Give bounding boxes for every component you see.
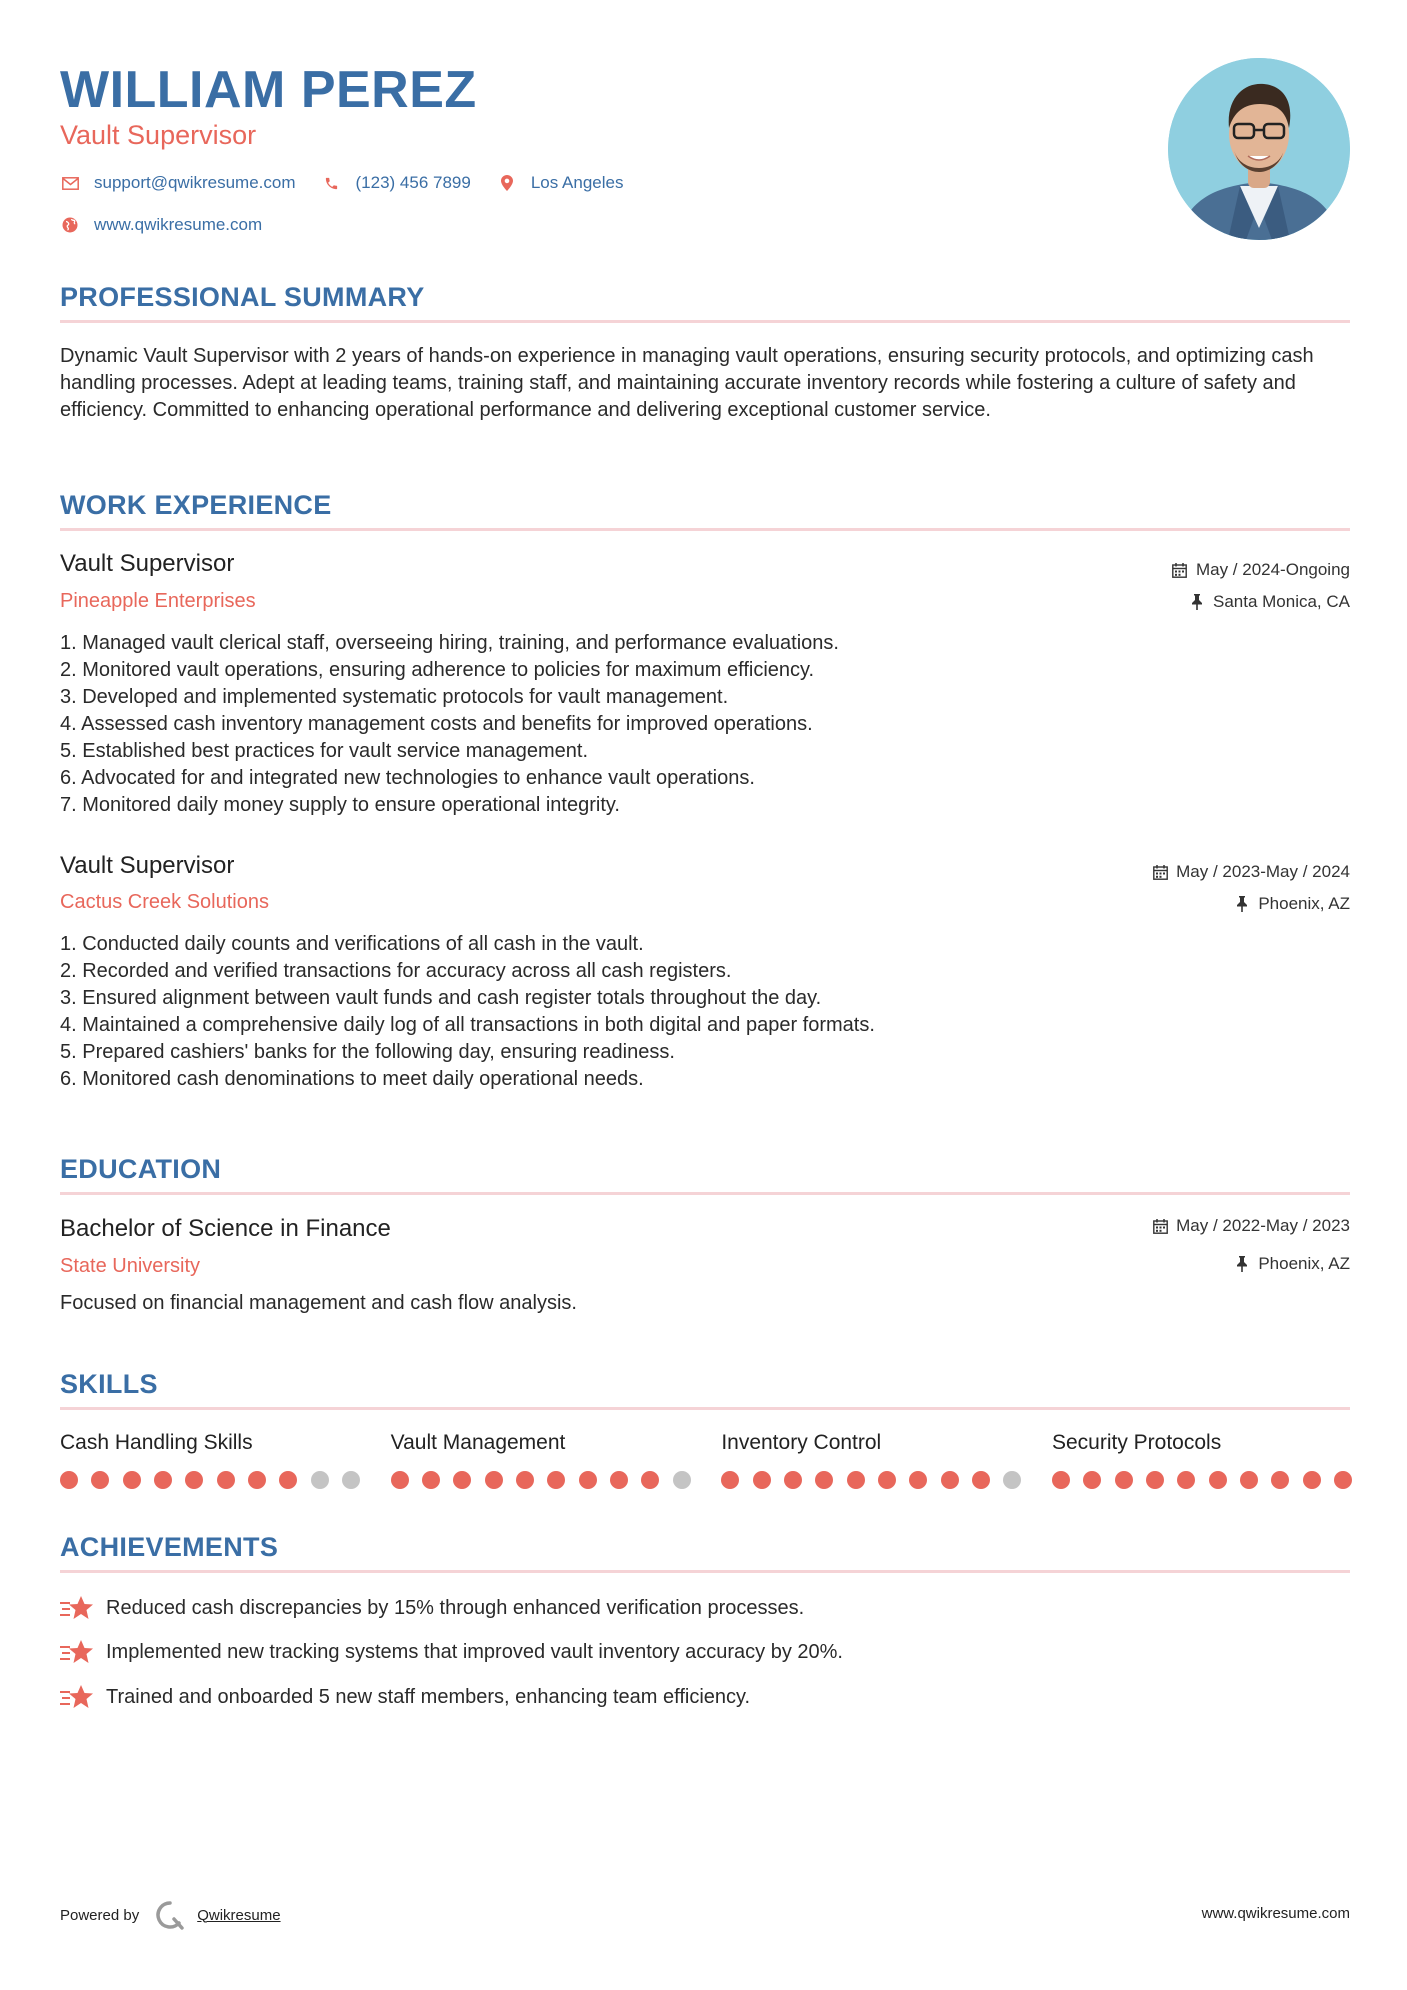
mail-icon <box>60 173 80 193</box>
job-bullets <box>60 931 1260 1093</box>
bullet-item: 4. Assessed cash inventory management costs and benefits for improved operations. <box>60 713 813 735</box>
skill-dot-filled <box>909 1471 927 1489</box>
skill-rating <box>391 1471 691 1489</box>
skill-dot-empty <box>673 1471 691 1489</box>
bullet-item: 2. Recorded and verified transactions for accuracy across all cash registers. <box>60 960 732 982</box>
job-location <box>1189 591 1350 613</box>
skill-item <box>1052 1429 1352 1489</box>
job-dates-text: May / 2023-May / 2024 <box>1176 862 1350 881</box>
job-location <box>1234 893 1350 915</box>
degree-title: Bachelor of Science in Finance <box>60 1215 391 1242</box>
skill-dot-filled <box>485 1471 503 1489</box>
skill-name: Security Protocols <box>1051 1431 1222 1454</box>
skill-item <box>391 1429 691 1489</box>
skill-name: Inventory Control <box>721 1431 882 1454</box>
skill-dot-filled <box>753 1471 771 1489</box>
bullet-item: 5. Prepared cashiers' banks for the following day, ensuring readiness. <box>60 1041 675 1063</box>
footer-website[interactable]: www.qwikresume.com <box>1201 1905 1350 1922</box>
contact-email[interactable] <box>60 172 296 194</box>
job-location-text: Phoenix, AZ <box>1258 894 1350 913</box>
location-text: Los Angeles <box>530 173 624 192</box>
skill-dot-filled <box>579 1471 597 1489</box>
job-bullets <box>60 630 1260 819</box>
contact-phone[interactable] <box>322 172 471 194</box>
section-divider <box>60 1407 1350 1410</box>
pushpin-icon <box>1234 1256 1250 1272</box>
skill-dot-filled <box>123 1471 141 1489</box>
achievement-item <box>60 1593 804 1623</box>
skill-dot-filled <box>60 1471 78 1489</box>
summary-text: Dynamic Vault Supervisor with 2 years of hands-on experience in managing vault operations, ensuring security protocols, and optimizing cash handling processes. Adept at leading teams, training staff, and maintaining accurate inventory records while fostering a culture of safety and efficiency. Committed to enhancing operational performance and delivering exceptional customer service. <box>60 345 1314 421</box>
skill-dot-filled <box>721 1471 739 1489</box>
skill-item <box>60 1429 360 1489</box>
skill-dot-filled <box>248 1471 266 1489</box>
globe-icon <box>60 215 80 235</box>
skill-item <box>721 1429 1021 1489</box>
powered-by-label: Powered by <box>60 1906 140 1924</box>
skill-dot-filled <box>641 1471 659 1489</box>
job-title: Vault Supervisor <box>60 550 235 577</box>
pushpin-icon <box>1189 594 1205 610</box>
skill-dot-filled <box>217 1471 235 1489</box>
skill-dot-filled <box>972 1471 990 1489</box>
contact-row-2 <box>60 214 288 236</box>
skill-dot-filled <box>453 1471 471 1489</box>
section-divider <box>60 1570 1350 1573</box>
calendar-icon <box>1152 1218 1168 1234</box>
map-pin-icon <box>497 173 517 193</box>
job-dates-text: May / 2024-Ongoing <box>1195 560 1350 579</box>
skill-dot-filled <box>1303 1471 1321 1489</box>
website-text: www.qwikresume.com <box>94 215 263 234</box>
footer-powered-by <box>60 1900 281 1930</box>
skill-dot-filled <box>847 1471 865 1489</box>
section-divider <box>60 1192 1350 1195</box>
company-name: Pineapple Enterprises <box>60 590 256 612</box>
section-divider <box>60 528 1350 531</box>
skill-rating <box>60 1471 360 1489</box>
school-name: State University <box>60 1255 201 1277</box>
job-dates <box>1152 861 1350 883</box>
shooting-star-icon <box>60 1682 94 1712</box>
achievement-item <box>60 1637 843 1667</box>
job-dates <box>1172 559 1350 581</box>
bullet-item: 3. Ensured alignment between vault funds and cash register totals throughout the day. <box>60 987 822 1009</box>
achievement-item <box>60 1682 750 1712</box>
bullet-item: 4. Maintained a comprehensive daily log of all transactions in both digital and paper formats. <box>60 1014 875 1036</box>
education-location <box>1234 1253 1350 1275</box>
skill-dot-filled <box>91 1471 109 1489</box>
skill-dot-filled <box>516 1471 534 1489</box>
section-title-achievements: ACHIEVEMENTS <box>60 1532 279 1562</box>
education-dates-text: May / 2022-May / 2023 <box>1176 1216 1350 1235</box>
skill-dot-filled <box>185 1471 203 1489</box>
skill-dot-filled <box>1271 1471 1289 1489</box>
email-text: support@qwikresume.com <box>94 173 296 192</box>
skill-dot-filled <box>279 1471 297 1489</box>
skill-rating <box>1052 1471 1352 1489</box>
phone-icon <box>322 173 342 193</box>
achievement-text: Implemented new tracking systems that improved vault inventory accuracy by 20%. <box>106 1640 843 1663</box>
job-title: Vault Supervisor <box>60 852 235 879</box>
skill-dot-filled <box>878 1471 896 1489</box>
skill-dot-empty <box>342 1471 360 1489</box>
skill-dot-filled <box>610 1471 628 1489</box>
profile-photo <box>1168 58 1350 240</box>
skill-dot-filled <box>1146 1471 1164 1489</box>
pushpin-icon <box>1234 896 1250 912</box>
section-divider <box>60 320 1350 323</box>
bullet-item: 2. Monitored vault operations, ensuring adherence to policies for maximum efficiency. <box>60 659 815 681</box>
bullet-item: 5. Established best practices for vault service management. <box>60 740 589 762</box>
section-title-experience: WORK EXPERIENCE <box>60 490 332 520</box>
shooting-star-icon <box>60 1637 94 1667</box>
contact-website[interactable] <box>60 214 262 236</box>
skill-dot-empty <box>1003 1471 1021 1489</box>
skill-dot-filled <box>154 1471 172 1489</box>
skill-dot-filled <box>815 1471 833 1489</box>
skill-dot-filled <box>1083 1471 1101 1489</box>
education-dates <box>1152 1215 1350 1237</box>
phone-text: (123) 456 7899 <box>355 173 471 192</box>
bullet-item: 1. Managed vault clerical staff, overseeing hiring, training, and performance evaluations. <box>60 632 839 654</box>
skill-dot-filled <box>422 1471 440 1489</box>
shooting-star-icon <box>60 1593 94 1623</box>
qwikresume-logo-icon <box>155 1900 185 1930</box>
bullet-item: 6. Advocated for and integrated new technologies to enhance vault operations. <box>60 767 755 789</box>
company-name: Cactus Creek Solutions <box>60 891 269 913</box>
skill-dot-filled <box>391 1471 409 1489</box>
achievement-text: Trained and onboarded 5 new staff members, enhancing team efficiency. <box>106 1685 751 1708</box>
section-title-skills: SKILLS <box>60 1369 158 1399</box>
skill-dot-filled <box>941 1471 959 1489</box>
skill-dot-filled <box>547 1471 565 1489</box>
skill-rating <box>721 1471 1021 1489</box>
skill-dot-filled <box>1177 1471 1195 1489</box>
candidate-role: Vault Supervisor <box>60 120 257 150</box>
skill-name: Vault Management <box>390 1431 566 1454</box>
job-location-text: Santa Monica, CA <box>1212 592 1350 611</box>
qwikresume-link[interactable]: Qwikresume <box>197 1906 281 1924</box>
section-title-education: EDUCATION <box>60 1154 222 1184</box>
skill-dot-filled <box>1052 1471 1070 1489</box>
bullet-item: 3. Developed and implemented systematic protocols for vault management. <box>60 686 729 708</box>
skill-dot-empty <box>311 1471 329 1489</box>
contact-location <box>497 172 624 194</box>
bullet-item: 6. Monitored cash denominations to meet daily operational needs. <box>60 1068 644 1090</box>
skill-dot-filled <box>1115 1471 1133 1489</box>
calendar-icon <box>1172 562 1188 578</box>
bullet-item: 1. Conducted daily counts and verifications of all cash in the vault. <box>60 933 644 955</box>
contact-row-1 <box>60 172 649 194</box>
achievement-text: Reduced cash discrepancies by 15% through enhanced verification processes. <box>106 1596 805 1619</box>
bullet-item: 7. Monitored daily money supply to ensure operational integrity. <box>60 794 620 816</box>
skills-list <box>60 1429 1352 1489</box>
education-location-text: Phoenix, AZ <box>1258 1254 1350 1273</box>
skill-dot-filled <box>1209 1471 1227 1489</box>
section-title-summary: PROFESSIONAL SUMMARY <box>60 282 425 312</box>
calendar-icon <box>1152 864 1168 880</box>
education-description: Focused on financial management and cash flow analysis. <box>60 1292 577 1314</box>
skill-dot-filled <box>1334 1471 1352 1489</box>
skill-dot-filled <box>1240 1471 1258 1489</box>
candidate-name: WILLIAM PEREZ <box>60 61 477 119</box>
skill-name: Cash Handling Skills <box>60 1431 253 1454</box>
skill-dot-filled <box>784 1471 802 1489</box>
